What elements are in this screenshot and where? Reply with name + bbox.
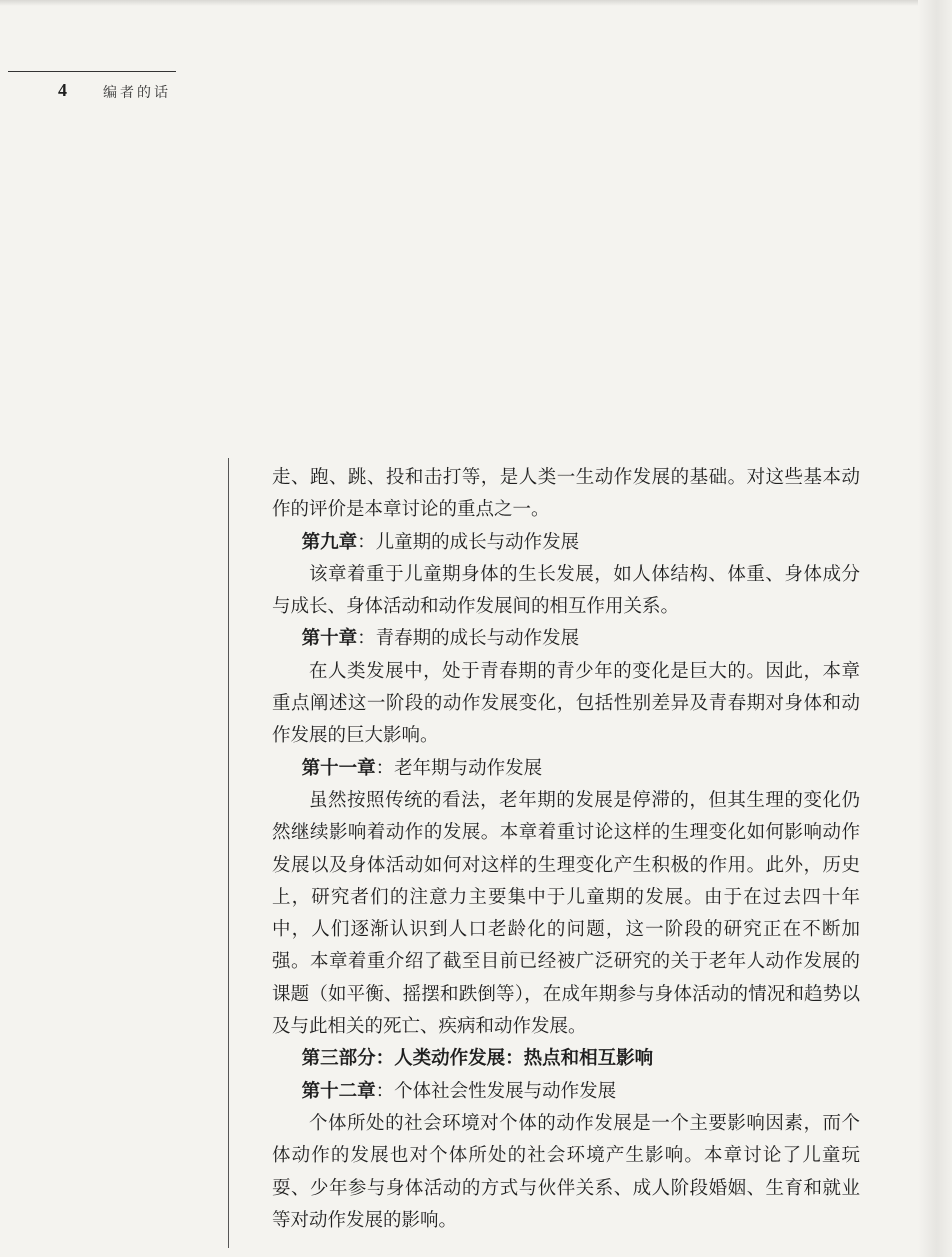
body-text xyxy=(272,462,860,1237)
paragraph: 走、跑、跳、投和击打等，是人类一生动作发展的基础。对这些基本动作的评价是本章讨论的重点之一。 xyxy=(272,467,860,521)
paragraph: 在人类发展中，处于青春期的青少年的变化是巨大的。因此，本章重点阐述这一阶段的动作发展变化，包括性别差异及青春期对身体和动作发展的巨大影响。 xyxy=(272,660,860,747)
chapter-separator: ： xyxy=(357,628,376,650)
paragraph: 虽然按照传统的看法，老年期的发展是停滞的，但其生理的变化仍然继续影响着动作的发展。本章着重讨论这样的生理变化如何影响动作发展以及身体活动如何对这样的生理变化产生积极的作用。此外，历史上，研究者们的注意力主要集中于儿童期的发展。由于在过去四十年中，人们逐渐认识到人口老龄化的问题，这一阶段的研究正在不断加强。本章着重介绍了截至目前已经被广泛研究的关于老年人动作发展的课题（如平衡、摇摆和跌倒等），在成年期参与身体活动的情况和趋势以及与此相关的死亡、疾病和动作发展。 xyxy=(272,789,860,1038)
chapter-label: 第九章 xyxy=(301,531,358,553)
paragraph: 该章着重于儿童期身体的生长发展，如人体结构、体重、身体成分与成长、身体活动和动作发展间的相互作用关系。 xyxy=(272,563,860,618)
chapter-heading-9 xyxy=(272,527,860,559)
chapter-separator: ： xyxy=(375,1080,395,1102)
chapter-heading-11 xyxy=(272,753,860,785)
chapter-label: 第十章 xyxy=(301,628,358,650)
chapter-title: 个体社会性发展与动作发展 xyxy=(394,1080,617,1102)
chapter-label: 第十一章 xyxy=(301,757,376,779)
chapter-label: 第十二章 xyxy=(301,1080,376,1102)
chapter-title: 老年期与动作发展 xyxy=(394,757,543,779)
chapter-separator: ： xyxy=(375,757,395,779)
running-title: 编者的话 xyxy=(103,85,171,101)
header-rule xyxy=(8,71,176,72)
page-gutter-shadow xyxy=(918,0,952,1257)
chapter-separator: ： xyxy=(357,531,376,553)
chapter-heading-10 xyxy=(272,623,860,655)
paragraph: 个体所处的社会环境对个体的动作发展是一个主要影响因素，而个体动作的发展也对个体所处的社会环境产生影响。本章讨论了儿童玩耍、少年参与身体活动的方式与伙伴关系、成人阶段婚姻、生育和就业等对动作发展的影响。 xyxy=(272,1112,860,1231)
page-number: 4 xyxy=(58,80,67,100)
chapter-title: 儿童期的成长与动作发展 xyxy=(375,531,580,553)
scan-edge xyxy=(0,0,952,6)
chapter-title: 青春期的成长与动作发展 xyxy=(375,628,580,650)
part-heading: 第三部分：人类动作发展：热点和相互影响 xyxy=(301,1048,654,1070)
margin-line xyxy=(228,458,229,1248)
chapter-heading-12 xyxy=(272,1076,860,1108)
